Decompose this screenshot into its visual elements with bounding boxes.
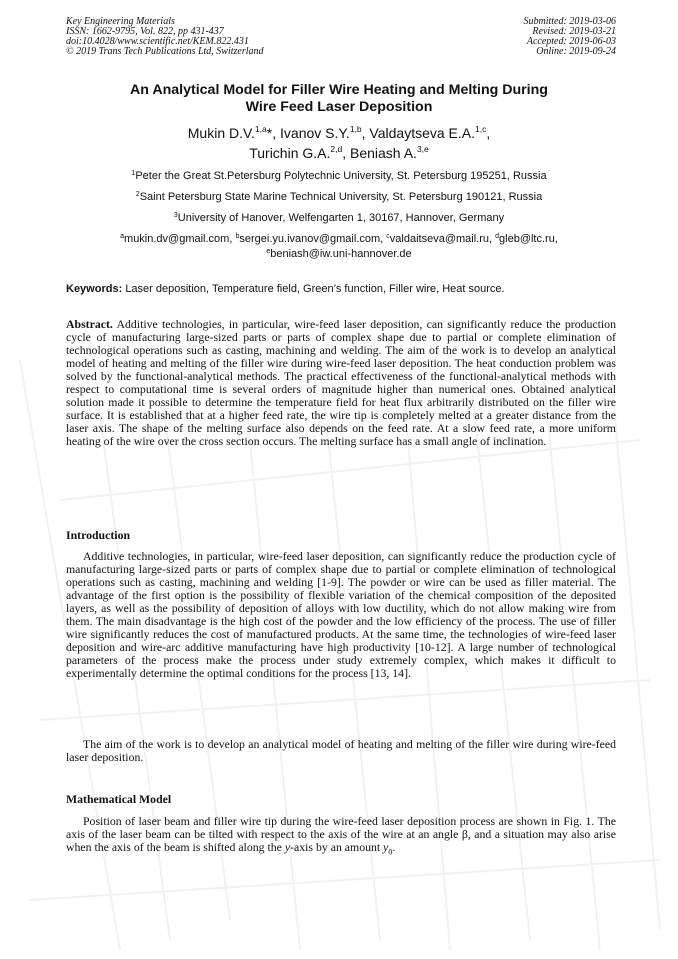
author-name: Ivanov S.Y. [280, 125, 350, 141]
publication-dates [524, 17, 617, 57]
author-name: Turichin G.A. [249, 145, 331, 161]
email-mark: c [386, 233, 390, 240]
introduction-paragraph-2: The aim of the work is to develop an analytical model of heating and melting of the filler wire during wire-feed laser deposition. [66, 737, 616, 765]
affiliation-1 [40, 169, 638, 183]
email-link[interactable]: valdaitseva@mail.ru, [389, 233, 493, 245]
email-mark: e [266, 247, 271, 255]
revised-date: Revised: 2019-03-21 [532, 26, 616, 37]
copyright-notice: © 2019 Trans Tech Publications Ltd, Switzerland [66, 46, 264, 57]
authors-line-2: Turichin G.A.$^{2,d}$, Beniash A.$^{3,e}$ [249, 144, 429, 161]
email-link[interactable]: beniash@iw.uni-hannover.de [270, 247, 412, 260]
author-affiliation-mark: 1,b [349, 124, 362, 134]
affiliation-mark: 2 [135, 191, 140, 198]
abstract [66, 318, 616, 448]
author-emails [40, 232, 638, 261]
title-line-1: An Analytical Model for Filler Wire Heating and Melting During [130, 82, 548, 98]
affiliation-2 [40, 190, 638, 204]
author-list [40, 123, 638, 163]
emails-line-1 [40, 232, 638, 247]
doi-link[interactable]: doi:10.4028/www.scientific.net/KEM.822.431 [66, 36, 249, 47]
math-variable: y [284, 840, 291, 855]
keywords [66, 282, 616, 296]
author-affiliation-mark: 2,d [330, 144, 343, 154]
submitted-date: Submitted: 2019-03-06 [523, 16, 616, 27]
affiliation-text: Saint Petersburg State Marine Technical University, St. Petersburg 190121, Russia [139, 191, 543, 203]
title-line-2: Wire Feed Laser Deposition [245, 99, 433, 115]
emails-line-2 [40, 247, 638, 262]
affiliation-text: Peter the Great St.Petersburg Polytechnic University, St. Petersburg 195251, Russia [135, 170, 547, 182]
email-link[interactable]: gleb@ltc.ru, [499, 233, 558, 245]
math-model-paragraph-1 [66, 815, 616, 859]
section-heading-mathematical-model: Mathematical Model [66, 792, 172, 806]
author-name: Beniash A. [350, 145, 417, 161]
email-link[interactable]: sergei.yu.ivanov@gmail.com, [239, 233, 384, 245]
paragraph-text: Position of laser beam and filler wire tip during the wire-feed laser deposition process are shown in Fig. 1. The axis of the laser beam can be tilted with respect to the axis of the wire at an angle β, and a situation may also arise when the axis of the beam is shifted along the [66, 814, 616, 855]
paper-title [60, 82, 618, 116]
paragraph-text: . [392, 840, 396, 855]
email-mark: a [120, 233, 125, 240]
email-mark: b [235, 233, 240, 240]
authors-line-1: Mukin D.V.$^{1,a}$*, Ivanov S.Y.$^{1,b}$, Valdaytseva E.A.$^{1,c}$, [187, 124, 491, 141]
affiliation-3 [40, 211, 638, 225]
author-affiliation-mark: 3,e [416, 144, 429, 154]
math-variable: y [383, 840, 389, 855]
section-heading-introduction: Introduction [66, 528, 131, 542]
paragraph-text: -axis by an amount [290, 840, 384, 855]
keywords-text: Laser deposition, Temperature field, Green’s function, Filler wire, Heat source. [125, 283, 505, 295]
page-header [66, 17, 616, 57]
math-subscript: 0 [388, 847, 393, 857]
accepted-date: Accepted: 2019-06-03 [526, 36, 616, 47]
publication-info [66, 17, 264, 57]
journal-name: Key Engineering Materials [66, 16, 175, 27]
affiliation-mark: 3 [173, 212, 178, 219]
author-affiliation-mark: 1,c [475, 124, 487, 134]
issn-info: ISSN: 1662-9795, Vol. 822, pp 431-437 [66, 26, 224, 37]
abstract-label: Abstract. [66, 317, 113, 331]
abstract-text: Additive technologies, in particular, wire-feed laser deposition, can significantly reduce the production cycle of manufacturing large-sized parts or parts of complex shape due to partial or complete elimination of technological operations such as casting, machining and welding. The aim of the work is to develop an analytical model of heating and melting of the filler wire during wire-feed laser deposition. The heat conduction problem was solved by the functional-analytical methods. The practical effectiveness of the functional-analytical methods with respect to computational time is several orders of magnitude higher than numerical ones. Obtained analytical solution made it possible to determine the temperature field for heat flux arbitrarily distributed on the filler wire surface. It is established that at a higher feed rate, the wire tip is completely melted at a greater distance from the laser axis. The shape of the melting surface also depends on the feed rate. At a slow feed rate, a more uniform heating of the wire over the cross section occurs. The melting surface has a small angle of inclination. [66, 317, 616, 449]
online-date: Online: 2019-09-24 [536, 46, 616, 57]
keywords-label: Keywords: [66, 283, 123, 295]
affiliation-text: University of Hanover, Welfengarten 1, 30167, Hannover, Germany [177, 212, 505, 224]
introduction-paragraph-1: Additive technologies, in particular, wire-feed laser deposition, can significantly reduce the production cycle of manufacturing large-sized parts or parts of complex shape due to partial or complete elimination of technological operations such as casting, machining and welding [1-9]. The powder or wire can be used as filler material. The advantage of the first option is the possibility of flexible variation of the chemical composition of the deposited layers, as well as the possibility of deposition of alloys with low ductility, which do not allow making wire from them. The main disadvantage is the high cost of the powder and the low efficiency of the process. The use of filler wire significantly reduces the cost of manufactured products. At the same time, the technologies of wire-feed laser deposition and wire-arc additive manufacturing have high productivity [10-12]. A large number of technological parameters of the process make the process under study extremely complex, which makes it difficult to experimentally determine the optimal conditions for the process [13, 14]. [66, 549, 616, 681]
email-link[interactable]: mukin.dv@gmail.com, [124, 233, 233, 245]
author-name: Mukin D.V. [187, 125, 255, 141]
affiliation-mark: 1 [131, 170, 136, 177]
author-name: Valdaytseva E.A. [369, 125, 475, 141]
email-mark: d [495, 233, 500, 240]
author-affiliation-mark: 1,a [254, 124, 267, 134]
